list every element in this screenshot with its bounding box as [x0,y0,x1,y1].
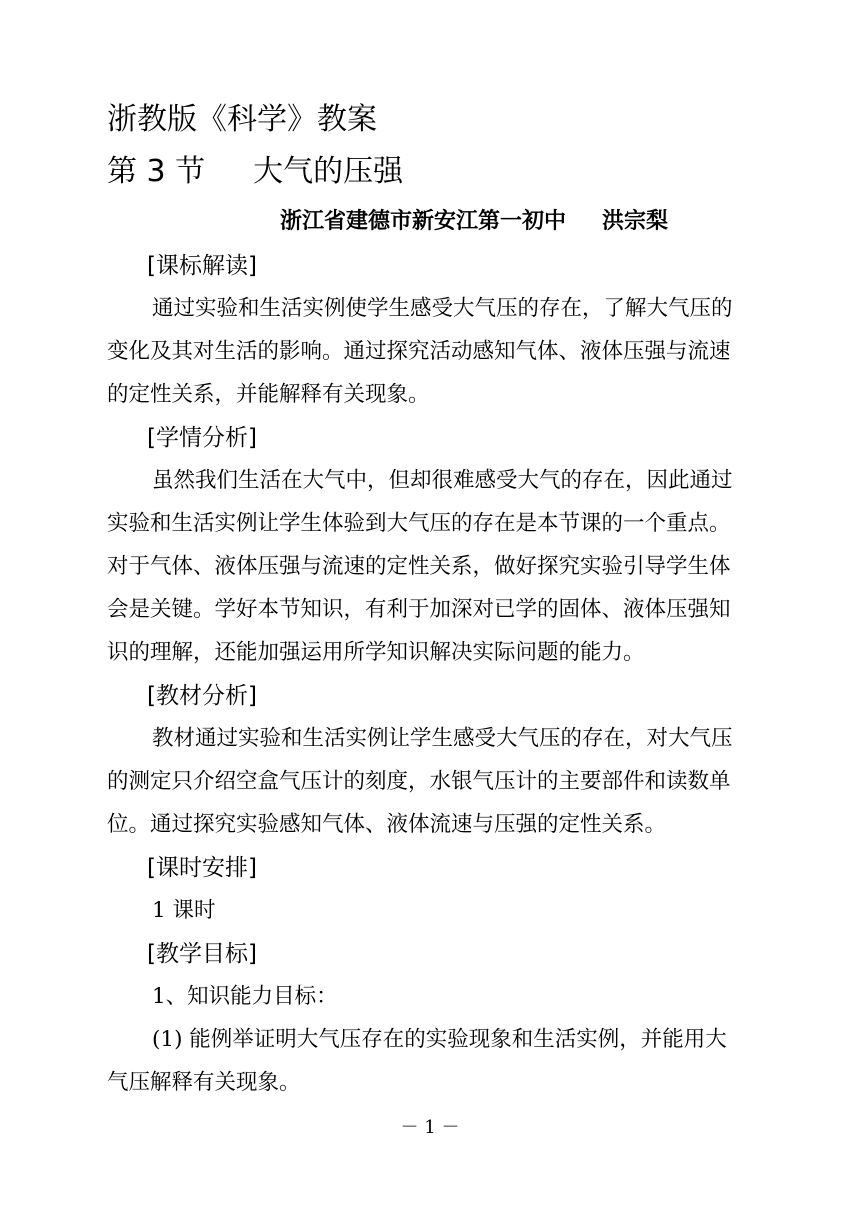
document-title: 浙教版《科学》教案 [107,102,377,137]
subsection-heading: [教学目标] [147,941,257,967]
paragraph-line: 实验和生活实例让学生体验到大气压的存在是本节课的一个重点。 [107,511,731,536]
paragraph-line: (1) 能例举证明大气压存在的实验现象和生活实例，并能用大 [152,1027,727,1052]
paragraph-line: 虽然我们生活在大气中，但却很难感受大气的存在，因此通过 [152,468,733,493]
author-name: 洪宗梨 [602,209,669,234]
paragraph-line: 气压解释有关现象。 [107,1070,301,1095]
paragraph-line: 1 课时 [152,898,216,923]
section-title: 大气的压强 [253,154,404,189]
subsection-heading: [学情分析] [147,425,257,451]
paragraph-line: 1、知识能力目标： [152,984,338,1009]
author-line [280,206,668,238]
paragraph-line: 通过实验和生活实例使学生感受大气压的存在，了解大气压的 [152,296,733,321]
paragraph-line: 位。通过探究实验感知气体、液体流速与压强的定性关系。 [107,812,667,837]
paragraph-line: 识的理解，还能加强运用所学知识解决实际问题的能力。 [107,640,645,665]
paragraph-line: 的测定只介绍空盒气压计的刻度，水银气压计的主要部件和读数单 [107,769,731,794]
author-school: 浙江省建德市新安江第一初中 [280,209,567,234]
paragraph-line: 会是关键。学好本节知识，有利于加深对已学的固体、液体压强知 [107,597,731,622]
paragraph-line: 变化及其对生活的影响。通过探究活动感知气体、液体压强与流速 [107,339,731,364]
page-number: － 1 － [400,1117,460,1138]
subsection-heading: [教材分析] [147,683,257,709]
paragraph-line: 对于气体、液体压强与流速的定性关系，做好探究实验引导学生体 [107,554,731,579]
subsection-heading: [课时安排] [147,855,257,881]
paragraph-line: 教材通过实验和生活实例让学生感受大气压的存在，对大气压 [152,726,733,751]
paragraph-line: 的定性关系，并能解释有关现象。 [107,382,430,407]
subsection-heading: [课标解读] [147,253,257,279]
section-heading [107,152,403,192]
section-number: 第 3 节 [107,154,206,189]
